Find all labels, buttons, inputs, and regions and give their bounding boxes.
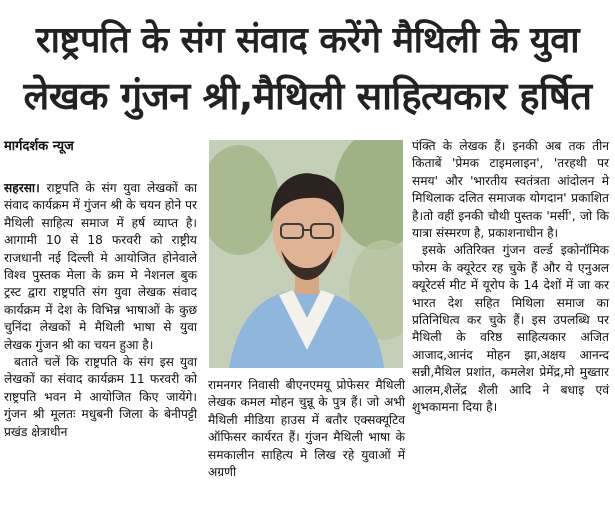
article-column-1 (4, 180, 197, 441)
dateline: सहरसा। (4, 181, 40, 195)
portrait-photo (209, 140, 403, 368)
paragraph: इसके अतिरिक्त गुंजन वर्ल्ड इकोनॉमिक फोरम के क्यूरेटर रह चुके हैं और ये एनुअल क्यूरेटर्स मीट में यूरोप के 14 देशों में जा कर भारत देश सहित मिथिला समाज का प्रतिनिधित्व कर चुके हैं। इस उपलब्धि पर मैथिली के वरिष्ठ साहित्यकार अजित आजाद,आनंद मोहन झा,अक्षय आनन्द सन्नी,मैथिल प्रशांत, कमलेश प्रेमेंद्र,मो मुख्तार आलम,शैलेंद्र शैली आदि ने बधाइ एवं शुभकामना दिया है। (412, 243, 609, 415)
headline-line-2: लेखक गुंजन श्री,मैथिली साहित्यकार हर्षित (23, 74, 592, 118)
article-column-2 (208, 377, 405, 481)
paragraph: पंक्ति के लेखक हैं। इनकी अब तक तीन किताबें 'प्रेमक टाइमलाइन', 'तरहथी पर समय' और 'भारतीय स्वतंत्रता आंदोलन मे मिथिलाक दलित समाजक योगदान' प्रकाशित है।तो वहीं इनकी चौथी पुस्तक 'मर्सी', जो कि यात्रा संस्मरण है, प्रकाशनाधीन है। (412, 139, 609, 241)
article-column-3 (412, 138, 609, 417)
paragraph-text: राष्ट्रपति के संग युवा लेखकों का संवाद कार्यक्रम में गुंजन श्री के चयन होने पर मैथिली साहित्य समाज में हर्ष व्याप्त है।आगामी 10 से 18 फरवरी को राष्ट्रीय राजधानी नई दिल्ली मे आयोजित होनेवाले विश्व पुस्तक मेला के क्रम मे नेशनल बुक ट्रस्ट द्वारा राष्ट्रपति संग युवा लेखक संवाद कार्यक्रम में देश के विभिन्न भाषाओं के कुछ चुनिंदा लेखकों मे मैथिली भाषा से युवा लेखक गुंजन श्री का चयन हुआ है। (4, 181, 197, 352)
portrait-illustration (209, 140, 403, 368)
paragraph (4, 180, 197, 354)
byline: मार्गदर्शक न्यूज (4, 139, 74, 154)
paragraph: बताते चलें कि राष्ट्रपति के संग इस युवा लेखकों का संवाद कार्यक्रम 11 फरवरी को राष्ट्रपति भवन मे आयोजित किए जायेंगे।गुंजन श्री मूलतः मधुबनी जिला के बेनीपट्टी प्रखंड क्षेत्राधीन (4, 355, 197, 439)
headline-line-1: राष्ट्रपति के संग संवाद करेंगे मैथिली के युवा (35, 20, 580, 61)
paragraph: रामनगर निवासी बीएनएमयू प्रोफेसर मैथिली लेखक कमल मोहन चुन्नू के पुत्र हैं। जो अभी मैथिली मीडिया हाउस में बतौर एक्सक्यूटिव ऑफिसर कार्यरत हैं। गुंजन मैथिली भाषा के समकालीन साहित्य मे लिख रहे युवाओं में अग्रणी (208, 378, 405, 480)
